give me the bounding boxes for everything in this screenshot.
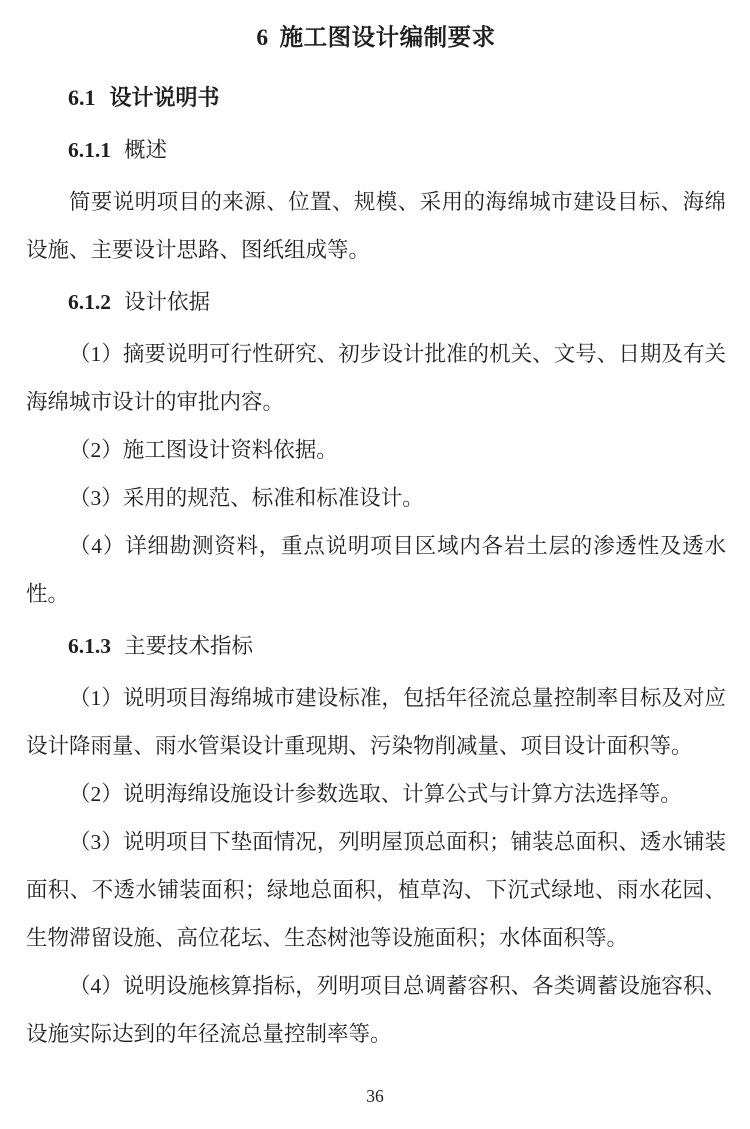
paragraph-indicator-item-4: （4）说明设施核算指标，列明项目总调蓄容积、各类调蓄设施容积、设施实际达到的年径流总量控制率等。 <box>26 974 726 1046</box>
subsection-heading-6-1-2 <box>26 278 726 326</box>
section-heading-6-1 <box>26 74 726 122</box>
subsection-heading-6-1-1 <box>26 126 726 174</box>
paragraph-basis-item-3: （3）采用的规范、标准和标准设计。 <box>69 486 424 510</box>
paragraph-basis-item-1: （1）摘要说明可行性研究、初步设计批准的机关、文号、日期及有关海绵城市设计的审批内容。 <box>26 342 726 414</box>
paragraph-basis-item-4: （4）详细勘测资料，重点说明项目区域内各岩土层的渗透性及透水性。 <box>26 534 726 606</box>
subsection-heading-text: 主要技术指标 <box>124 634 254 658</box>
subsection-number: 6.1.1 <box>68 138 111 162</box>
page-number: 36 <box>366 1086 384 1106</box>
chapter-title <box>26 14 726 62</box>
paragraph-basis-item-2: （2）施工图设计资料依据。 <box>69 438 338 462</box>
subsection-heading-text: 设计依据 <box>124 290 211 314</box>
section-number: 6.1 <box>68 85 96 110</box>
paragraph-indicator-item-3: （3）说明项目下垫面情况，列明屋顶总面积；铺装总面积、透水铺装面积、不透水铺装面积；绿地总面积，植草沟、下沉式绿地、雨水花园、生物滞留设施、高位花坛、生态树池等设施面积；水体面积等。 <box>26 830 726 950</box>
chapter-title-text: 施工图设计编制要求 <box>279 25 496 51</box>
paragraph-overview: 简要说明项目的来源、位置、规模、采用的海绵城市建设目标、海绵设施、主要设计思路、图纸组成等。 <box>26 190 726 262</box>
subsection-number: 6.1.2 <box>68 290 111 314</box>
subsection-number: 6.1.3 <box>68 634 111 658</box>
subsection-heading-6-1-3 <box>26 622 726 670</box>
page-footer <box>0 1086 750 1107</box>
subsection-heading-text: 概述 <box>124 138 168 162</box>
section-heading-text: 设计说明书 <box>109 85 220 110</box>
paragraph-indicator-item-2: （2）说明海绵设施设计参数选取、计算公式与计算方法选择等。 <box>69 782 682 806</box>
paragraph-indicator-item-1: （1）说明项目海绵城市建设标准，包括年径流总量控制率目标及对应设计降雨量、雨水管渠设计重现期、污染物削减量、项目设计面积等。 <box>26 686 726 758</box>
chapter-number: 6 <box>256 25 269 51</box>
